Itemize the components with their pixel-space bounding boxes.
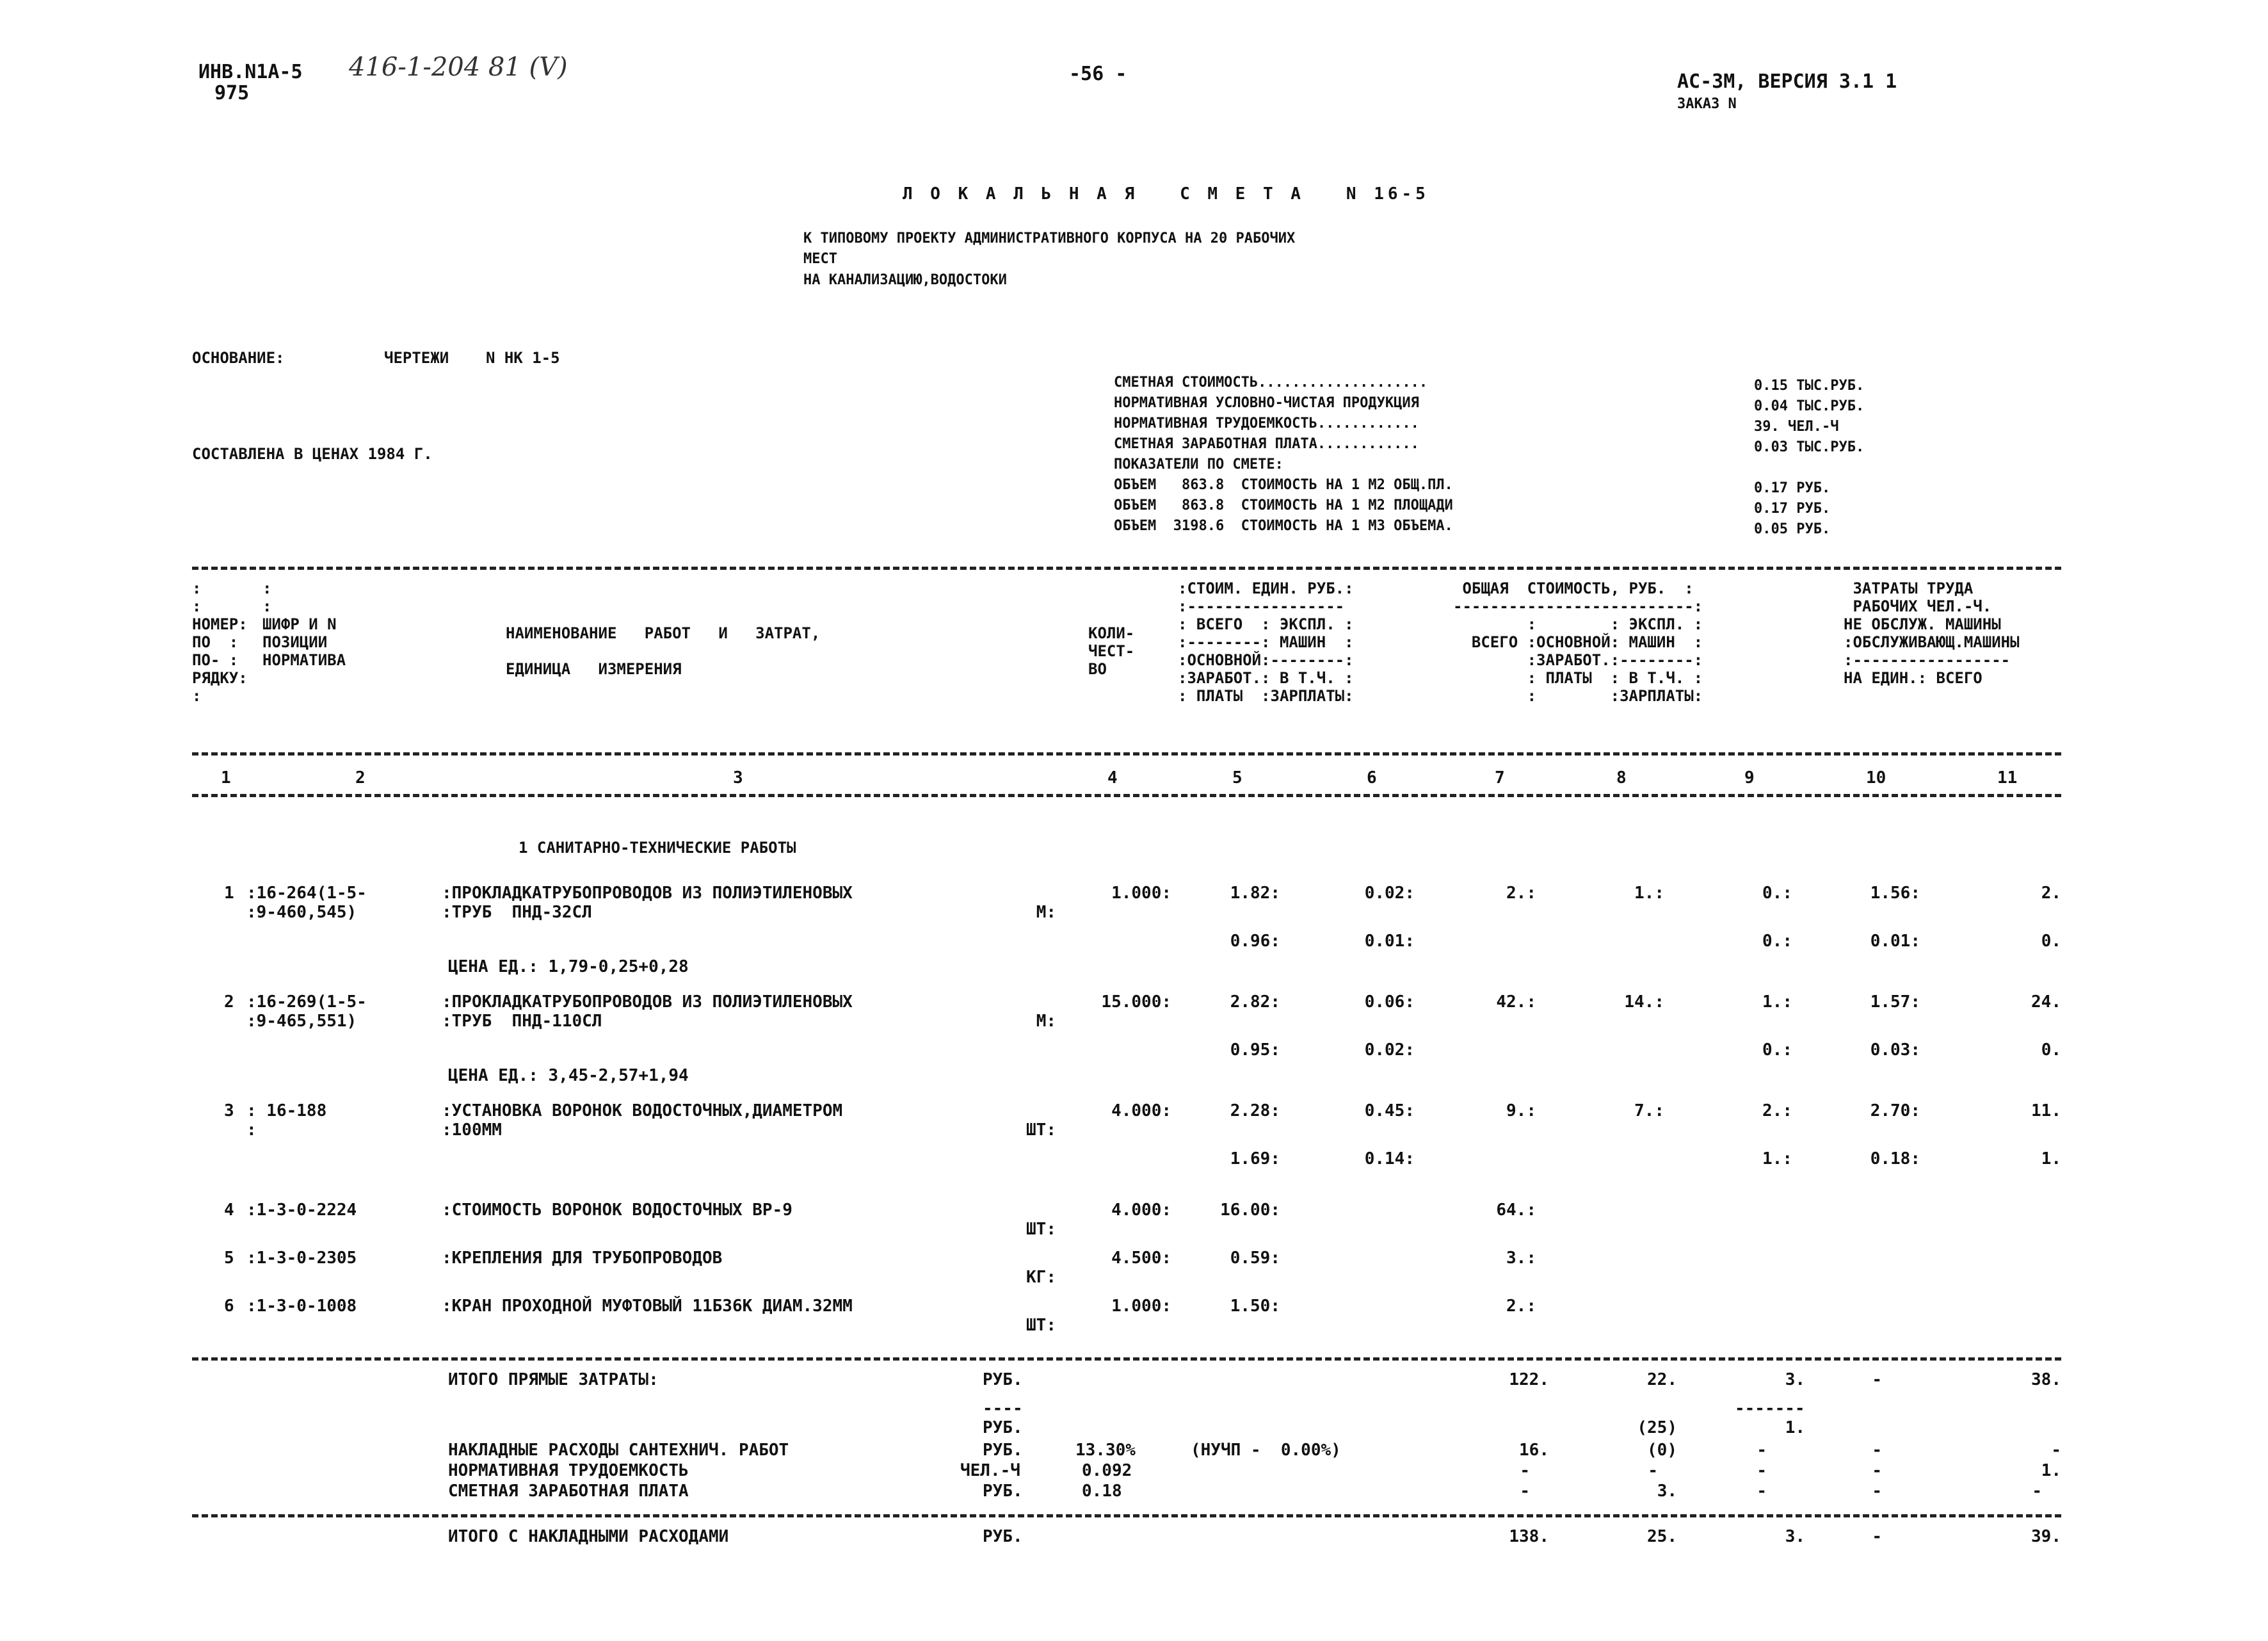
inventory-number-suffix: 975: [214, 82, 250, 104]
row-unit-machines-wage: 0.02:: [1364, 1040, 1415, 1060]
labor-c10: -: [1872, 1461, 1882, 1480]
row-unit-wage: 1.69:: [1230, 1149, 1280, 1168]
row-unit-total: 1.50:: [1230, 1297, 1280, 1316]
final-total-c10: -: [1872, 1527, 1882, 1546]
row-number: 2: [224, 992, 234, 1012]
total-direct-c9: 3.: [1785, 1370, 1805, 1389]
row-labor-machines-total: 1.: [2041, 1149, 2061, 1168]
summary-value: 0.03 ТЫС.РУБ.: [1754, 439, 1865, 455]
labor-c7: -: [1520, 1461, 1530, 1480]
row-base-wage: 7.:: [1634, 1101, 1664, 1120]
row-code-cont: :9-460,545): [246, 903, 357, 922]
row-labor-machines-total: 0.: [2041, 932, 2061, 951]
overhead-c7: 16.: [1519, 1441, 1549, 1460]
row-code: :1-3-0-2305: [246, 1249, 357, 1268]
totals-top-rule: [192, 1357, 2061, 1361]
row-unit-machines: 0.45:: [1364, 1101, 1415, 1120]
row-labor-total: 11.: [2031, 1101, 2061, 1120]
summary-label: ОБЪЕМ 863.8 СТОИМОСТЬ НА 1 М2 ПЛОЩАДИ: [1114, 497, 1453, 513]
total-direct-label: ИТОГО ПРЯМЫЕ ЗАТРАТЫ:: [448, 1370, 659, 1389]
total-direct-unit: РУБ.: [983, 1370, 1023, 1389]
row-unit: ШТ:: [1026, 1120, 1056, 1140]
c8-paren: (25): [1637, 1418, 1677, 1437]
final-rule: [192, 1514, 2061, 1517]
row-unit-total: 2.82:: [1230, 992, 1280, 1012]
row-code: :1-3-0-1008: [246, 1297, 357, 1316]
row-quantity: 4.000:: [1111, 1101, 1171, 1120]
dashes: ----: [983, 1399, 1023, 1418]
col-number: 7: [1495, 768, 1505, 788]
labor-c9: -: [1757, 1461, 1767, 1480]
row-quantity: 1.000:: [1111, 1297, 1171, 1316]
section-title: 1 САНИТАРНО-ТЕХНИЧЕСКИЕ РАБОТЫ: [519, 839, 796, 857]
overhead-percent: 13.30%: [1075, 1441, 1136, 1460]
row-labor-machines-unit: 0.01:: [1870, 932, 1920, 951]
subtitle-line-3: НА КАНАЛИЗАЦИЮ,ВОДОСТОКИ: [803, 272, 1007, 288]
row-code-cont: :: [246, 1120, 257, 1140]
row-number: 6: [224, 1297, 234, 1316]
summary-label: ОБЪЕМ 3198.6 СТОИМОСТЬ НА 1 М3 ОБЪЕМА.: [1114, 518, 1453, 534]
basis-value: ЧЕРТЕЖИ N НК 1-5: [384, 349, 560, 367]
basis-label: ОСНОВАНИЕ:: [192, 349, 285, 367]
row-name: :ПРОКЛАДКАТРУБОПРОВОДОВ ИЗ ПОЛИЭТИЛЕНОВЫХ: [442, 884, 853, 903]
col-number: 10: [1866, 768, 1886, 788]
col-header-labor: ЗАТРАТЫ ТРУДА РАБОЧИХ ЧЕЛ.-Ч. НЕ ОБСЛУЖ. МАШИНЫ :ОБСЛУЖИВАЮЩ.МАШИНЫ :----------------- НА ЕДИН.: ВСЕГО: [1844, 579, 2020, 687]
row-total: 3.:: [1506, 1249, 1536, 1268]
row-number: 3: [224, 1101, 234, 1120]
row-quantity: 15.000:: [1101, 992, 1171, 1012]
row-unit-machines: 0.06:: [1364, 992, 1415, 1012]
row-machines: 1.:: [1762, 992, 1792, 1012]
row-labor-unit: 1.57:: [1870, 992, 1920, 1012]
subtitle-line-1: К ТИПОВОМУ ПРОЕКТУ АДМИНИСТРАТИВНОГО КОРПУСА НА 20 РАБОЧИХ: [803, 230, 1296, 247]
row-name-cont: :ТРУБ ПНД-32СЛ: [442, 903, 592, 922]
software-version: АС-3М, ВЕРСИЯ 3.1 1: [1677, 70, 1897, 93]
row-unit: М:: [1036, 903, 1056, 922]
labor-c8: -: [1648, 1461, 1658, 1480]
final-total-c11: 39.: [2031, 1527, 2061, 1546]
document-title: Л О К А Л Ь Н А Я С М Е Т А N 16-5: [903, 184, 1429, 204]
row-base-wage: 14.:: [1624, 992, 1664, 1012]
numbers-bottom-rule: [192, 794, 2061, 797]
labor-label: НОРМАТИВНАЯ ТРУДОЕМКОСТЬ: [448, 1461, 689, 1480]
summary-label: СМЕТНАЯ ЗАРАБОТНАЯ ПЛАТА............: [1114, 436, 1419, 452]
summary-label: ОБЪЕМ 863.8 СТОИМОСТЬ НА 1 М2 ОБЩ.ПЛ.: [1114, 477, 1453, 493]
col-header-unit-cost: :СТОИМ. ЕДИН. РУБ.: :----------------- : ВСЕГО : ЭКСПЛ. : :--------: МАШИН : :ОСНОВНОЙ:--------: :ЗАРАБОТ.: В Т.Ч. : : ПЛАТЫ :ЗАРПЛАТЫ:: [1178, 579, 1354, 705]
row-quantity: 4.500:: [1111, 1249, 1171, 1268]
row-price-formula: ЦЕНА ЕД.: 1,79-0,25+0,28: [448, 957, 689, 976]
row-machines-wage: 0.:: [1762, 1040, 1792, 1060]
summary-label: ПОКАЗАТЕЛИ ПО СМЕТЕ:: [1114, 457, 1283, 473]
row-labor-total: 2.: [2041, 884, 2061, 903]
row-labor-machines-unit: 0.03:: [1870, 1040, 1920, 1060]
col-number: 5: [1232, 768, 1243, 788]
row-labor-machines-total: 0.: [2041, 1040, 2061, 1060]
row-name-cont: :ТРУБ ПНД-110СЛ: [442, 1012, 602, 1031]
row-code: :1-3-0-2224: [246, 1200, 357, 1220]
row-unit: КГ:: [1026, 1268, 1056, 1287]
row-code-cont: :9-465,551): [246, 1012, 357, 1031]
row-machines: 0.:: [1762, 884, 1792, 903]
row-number: 4: [224, 1200, 234, 1220]
overhead-c8: (0): [1647, 1441, 1677, 1460]
row-machines: 2.:: [1762, 1101, 1792, 1120]
row-total: 64.:: [1496, 1200, 1536, 1220]
total-direct-c10: -: [1872, 1370, 1882, 1389]
overhead-label: НАКЛАДНЫЕ РАСХОДЫ САНТЕХНИЧ. РАБОТ: [448, 1441, 789, 1460]
col-number: 1: [221, 768, 231, 788]
col-number: 2: [355, 768, 366, 788]
col-number: 4: [1107, 768, 1118, 788]
overhead-unit: РУБ.: [983, 1441, 1023, 1460]
row-unit: ШТ:: [1026, 1220, 1056, 1239]
row-unit-machines-wage: 0.14:: [1364, 1149, 1415, 1168]
subtitle-line-2: МЕСТ: [803, 251, 837, 267]
wage-label: СМЕТНАЯ ЗАРАБОТНАЯ ПЛАТА: [448, 1482, 689, 1501]
summary-value: 0.15 ТЫС.РУБ.: [1754, 378, 1865, 394]
overhead-c9: -: [1757, 1441, 1767, 1460]
header-bottom-rule: [192, 752, 2061, 756]
summary-label: СМЕТНАЯ СТОИМОСТЬ....................: [1114, 375, 1428, 391]
final-total-c9: 3.: [1785, 1527, 1805, 1546]
overhead-c10: -: [1872, 1441, 1882, 1460]
overhead-c11: -: [2051, 1441, 2061, 1460]
row-machines-wage: 1.:: [1762, 1149, 1792, 1168]
rub-label: РУБ.: [983, 1418, 1023, 1437]
final-total-c7: 138.: [1509, 1527, 1549, 1546]
total-direct-c7: 122.: [1509, 1370, 1549, 1389]
row-code: :16-269(1-5-: [246, 992, 367, 1012]
summary-value: 0.17 РУБ.: [1754, 501, 1831, 517]
labor-c11: 1.: [2041, 1461, 2061, 1480]
col-header-code: : : ШИФР И N ПОЗИЦИИ НОРМАТИВА: [262, 579, 346, 669]
row-unit-total: 0.59:: [1230, 1249, 1280, 1268]
row-name-cont: :100ММ: [442, 1120, 502, 1140]
wage-c8: 3.: [1657, 1482, 1677, 1501]
row-unit: М:: [1036, 1012, 1056, 1031]
total-direct-c11: 38.: [2031, 1370, 2061, 1389]
labor-value: 0.092: [1082, 1461, 1132, 1480]
row-code: :16-264(1-5-: [246, 884, 367, 903]
wage-c10: -: [1872, 1482, 1882, 1501]
handwritten-project-code: 416-1-204 81 (V): [349, 53, 568, 82]
row-unit-total: 16.00:: [1220, 1200, 1280, 1220]
row-unit-total: 1.82:: [1230, 884, 1280, 903]
row-unit-total: 2.28:: [1230, 1101, 1280, 1120]
row-number: 5: [224, 1249, 234, 1268]
row-number: 1: [224, 884, 234, 903]
col-header-row-number: : : НОМЕР: ПО : ПО- : РЯДКУ: :: [192, 579, 248, 705]
row-total: 2.:: [1506, 1297, 1536, 1316]
table-top-rule: [192, 567, 2061, 570]
row-unit-machines: 0.02:: [1364, 884, 1415, 903]
row-labor-total: 24.: [2031, 992, 2061, 1012]
col-number: 9: [1744, 768, 1755, 788]
col-header-quantity: КОЛИ- ЧЕСТ- ВО: [1088, 624, 1135, 678]
row-machines-wage: 0.:: [1762, 932, 1792, 951]
row-unit-wage: 0.95:: [1230, 1040, 1280, 1060]
order-number: ЗАКАЗ N: [1677, 96, 1737, 112]
summary-value: 0.04 ТЫС.РУБ.: [1754, 398, 1865, 414]
col-header-name: НАИМЕНОВАНИЕ РАБОТ И ЗАТРАТ, ЕДИНИЦА ИЗМЕРЕНИЯ: [506, 624, 821, 678]
page-number: -56 -: [1069, 63, 1127, 85]
row-name: :КРЕПЛЕНИЯ ДЛЯ ТРУБОПРОВОДОВ: [442, 1249, 723, 1268]
row-unit: ШТ:: [1026, 1316, 1056, 1335]
row-code: : 16-188: [246, 1101, 327, 1120]
row-labor-unit: 2.70:: [1870, 1101, 1920, 1120]
wage-c9: -: [1757, 1482, 1767, 1501]
row-price-formula: ЦЕНА ЕД.: 3,45-2,57+1,94: [448, 1066, 689, 1085]
final-total-c8: 25.: [1647, 1527, 1677, 1546]
row-total: 42.:: [1496, 992, 1536, 1012]
final-total-label: ИТОГО С НАКЛАДНЫМИ РАСХОДАМИ: [448, 1527, 729, 1546]
row-total: 2.:: [1506, 884, 1536, 903]
c9-dashes: -------: [1735, 1399, 1805, 1418]
row-labor-machines-unit: 0.18:: [1870, 1149, 1920, 1168]
summary-label: НОРМАТИВНАЯ УСЛОВНО-ЧИСТАЯ ПРОДУКЦИЯ: [1114, 395, 1419, 411]
c9-one: 1.: [1785, 1418, 1805, 1437]
row-name: :КРАН ПРОХОДНОЙ МУФТОВЫЙ 11Б36К ДИАМ.32ММ: [442, 1297, 853, 1316]
final-total-unit: РУБ.: [983, 1527, 1023, 1546]
overhead-note: (НУЧП - 0.00%): [1191, 1441, 1341, 1460]
row-unit-wage: 0.96:: [1230, 932, 1280, 951]
row-name: :СТОИМОСТЬ ВОРОНОК ВОДОСТОЧНЫХ ВР-9: [442, 1200, 792, 1220]
prices-label: СОСТАВЛЕНА В ЦЕНАХ 1984 Г.: [192, 445, 433, 463]
wage-value: 0.18: [1082, 1482, 1122, 1501]
row-name: :ПРОКЛАДКАТРУБОПРОВОДОВ ИЗ ПОЛИЭТИЛЕНОВЫХ: [442, 992, 853, 1012]
row-labor-unit: 1.56:: [1870, 884, 1920, 903]
row-base-wage: 1.:: [1634, 884, 1664, 903]
col-number: 11: [1997, 768, 2018, 788]
row-quantity: 1.000:: [1111, 884, 1171, 903]
col-number: 8: [1616, 768, 1627, 788]
labor-unit: ЧЕЛ.-Ч: [960, 1461, 1020, 1480]
col-number: 6: [1367, 768, 1377, 788]
summary-label: НОРМАТИВНАЯ ТРУДОЕМКОСТЬ............: [1114, 416, 1419, 432]
summary-value: 0.17 РУБ.: [1754, 480, 1831, 496]
wage-unit: РУБ.: [983, 1482, 1023, 1501]
wage-c7: -: [1520, 1482, 1530, 1501]
row-unit-machines-wage: 0.01:: [1364, 932, 1415, 951]
total-direct-c8: 22.: [1647, 1370, 1677, 1389]
wage-c11: -: [2032, 1482, 2042, 1501]
col-number: 3: [733, 768, 743, 788]
row-name: :УСТАНОВКА ВОРОНОК ВОДОСТОЧНЫХ,ДИАМЕТРОМ: [442, 1101, 843, 1120]
summary-value: 0.05 РУБ.: [1754, 521, 1831, 537]
summary-value: 39. ЧЕЛ.-Ч: [1754, 419, 1839, 435]
row-quantity: 4.000:: [1111, 1200, 1171, 1220]
col-header-total-cost: ОБЩАЯ СТОИМОСТЬ, РУБ. : --------------------------: : : ЭКСПЛ. : ВСЕГО :ОСНОВНОЙ: МАШИН : :ЗАРАБОТ.:--------: : ПЛАТЫ : В Т.Ч. : : :ЗАРПЛАТЫ:: [1453, 579, 1703, 705]
inventory-number: ИНВ.N1А-5: [198, 61, 303, 83]
row-total: 9.:: [1506, 1101, 1536, 1120]
